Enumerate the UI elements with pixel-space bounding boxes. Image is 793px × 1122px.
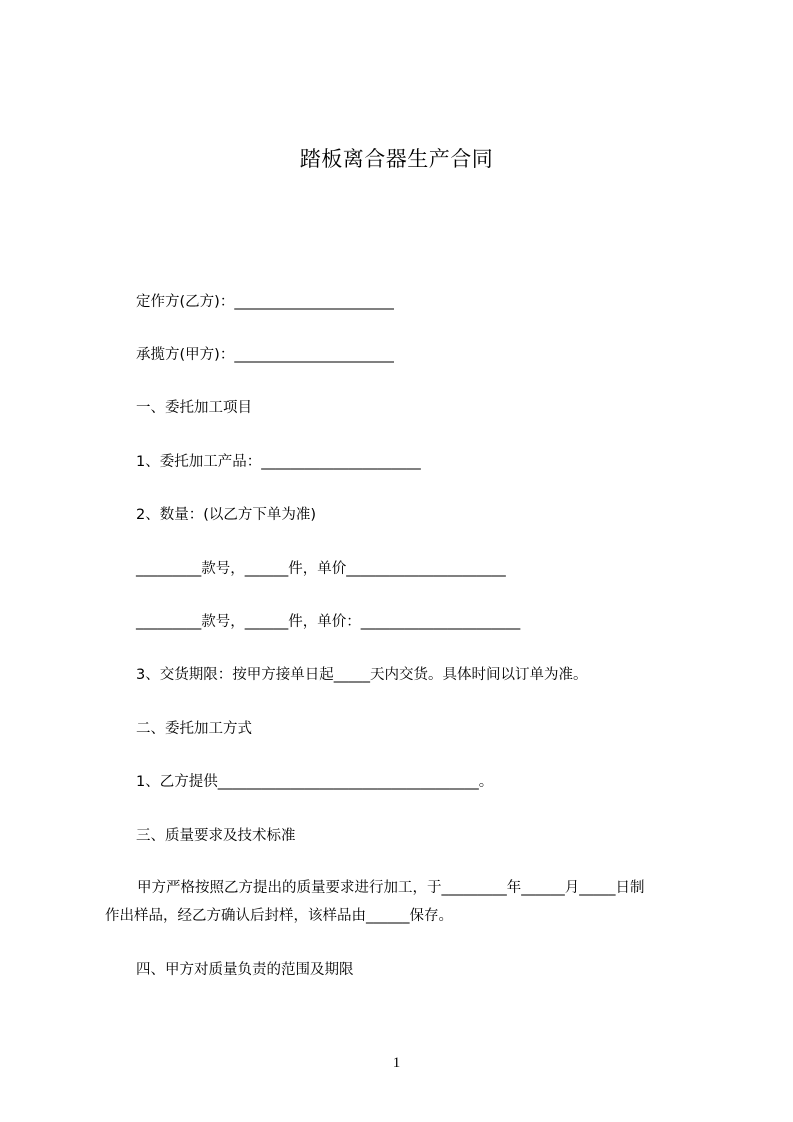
section-1-heading: 一、委托加工项目 (136, 400, 252, 416)
party-a-line: 承揽方(甲方)：______________________ (136, 347, 394, 363)
model-row-2: _________款号，______件，单价：______________________ (136, 614, 521, 630)
item-1-2: 2、数量：(以乙方下单为准) (136, 507, 317, 523)
item-1-3: 3、交货期限：按甲方接单日起_____天内交货。具体时间以订单为准。 (136, 667, 588, 683)
section-2-heading: 二、委托加工方式 (136, 721, 252, 737)
document-title: 踏板离合器生产合同 (299, 147, 494, 171)
quality-paragraph-line-2: 作出样品，经乙方确认后封样，该样品由______保存。 (105, 908, 453, 924)
section-4-heading: 四、甲方对质量负责的范围及期限 (136, 962, 354, 978)
section-3-heading: 三、质量要求及技术标准 (136, 828, 296, 844)
item-2-1: 1、乙方提供____________________________________。 (136, 774, 494, 790)
item-1-1: 1、委托加工产品：______________________ (136, 454, 421, 470)
quality-paragraph (105, 874, 705, 930)
quality-paragraph-line-1: 甲方严格按照乙方提出的质量要求进行加工，于_________年______月_____日制 (137, 880, 645, 896)
page-number: 1 (392, 1055, 401, 1071)
model-row-1: _________款号，______件，单价______________________ (136, 561, 506, 577)
party-b-line: 定作方(乙方)：______________________ (136, 294, 394, 310)
